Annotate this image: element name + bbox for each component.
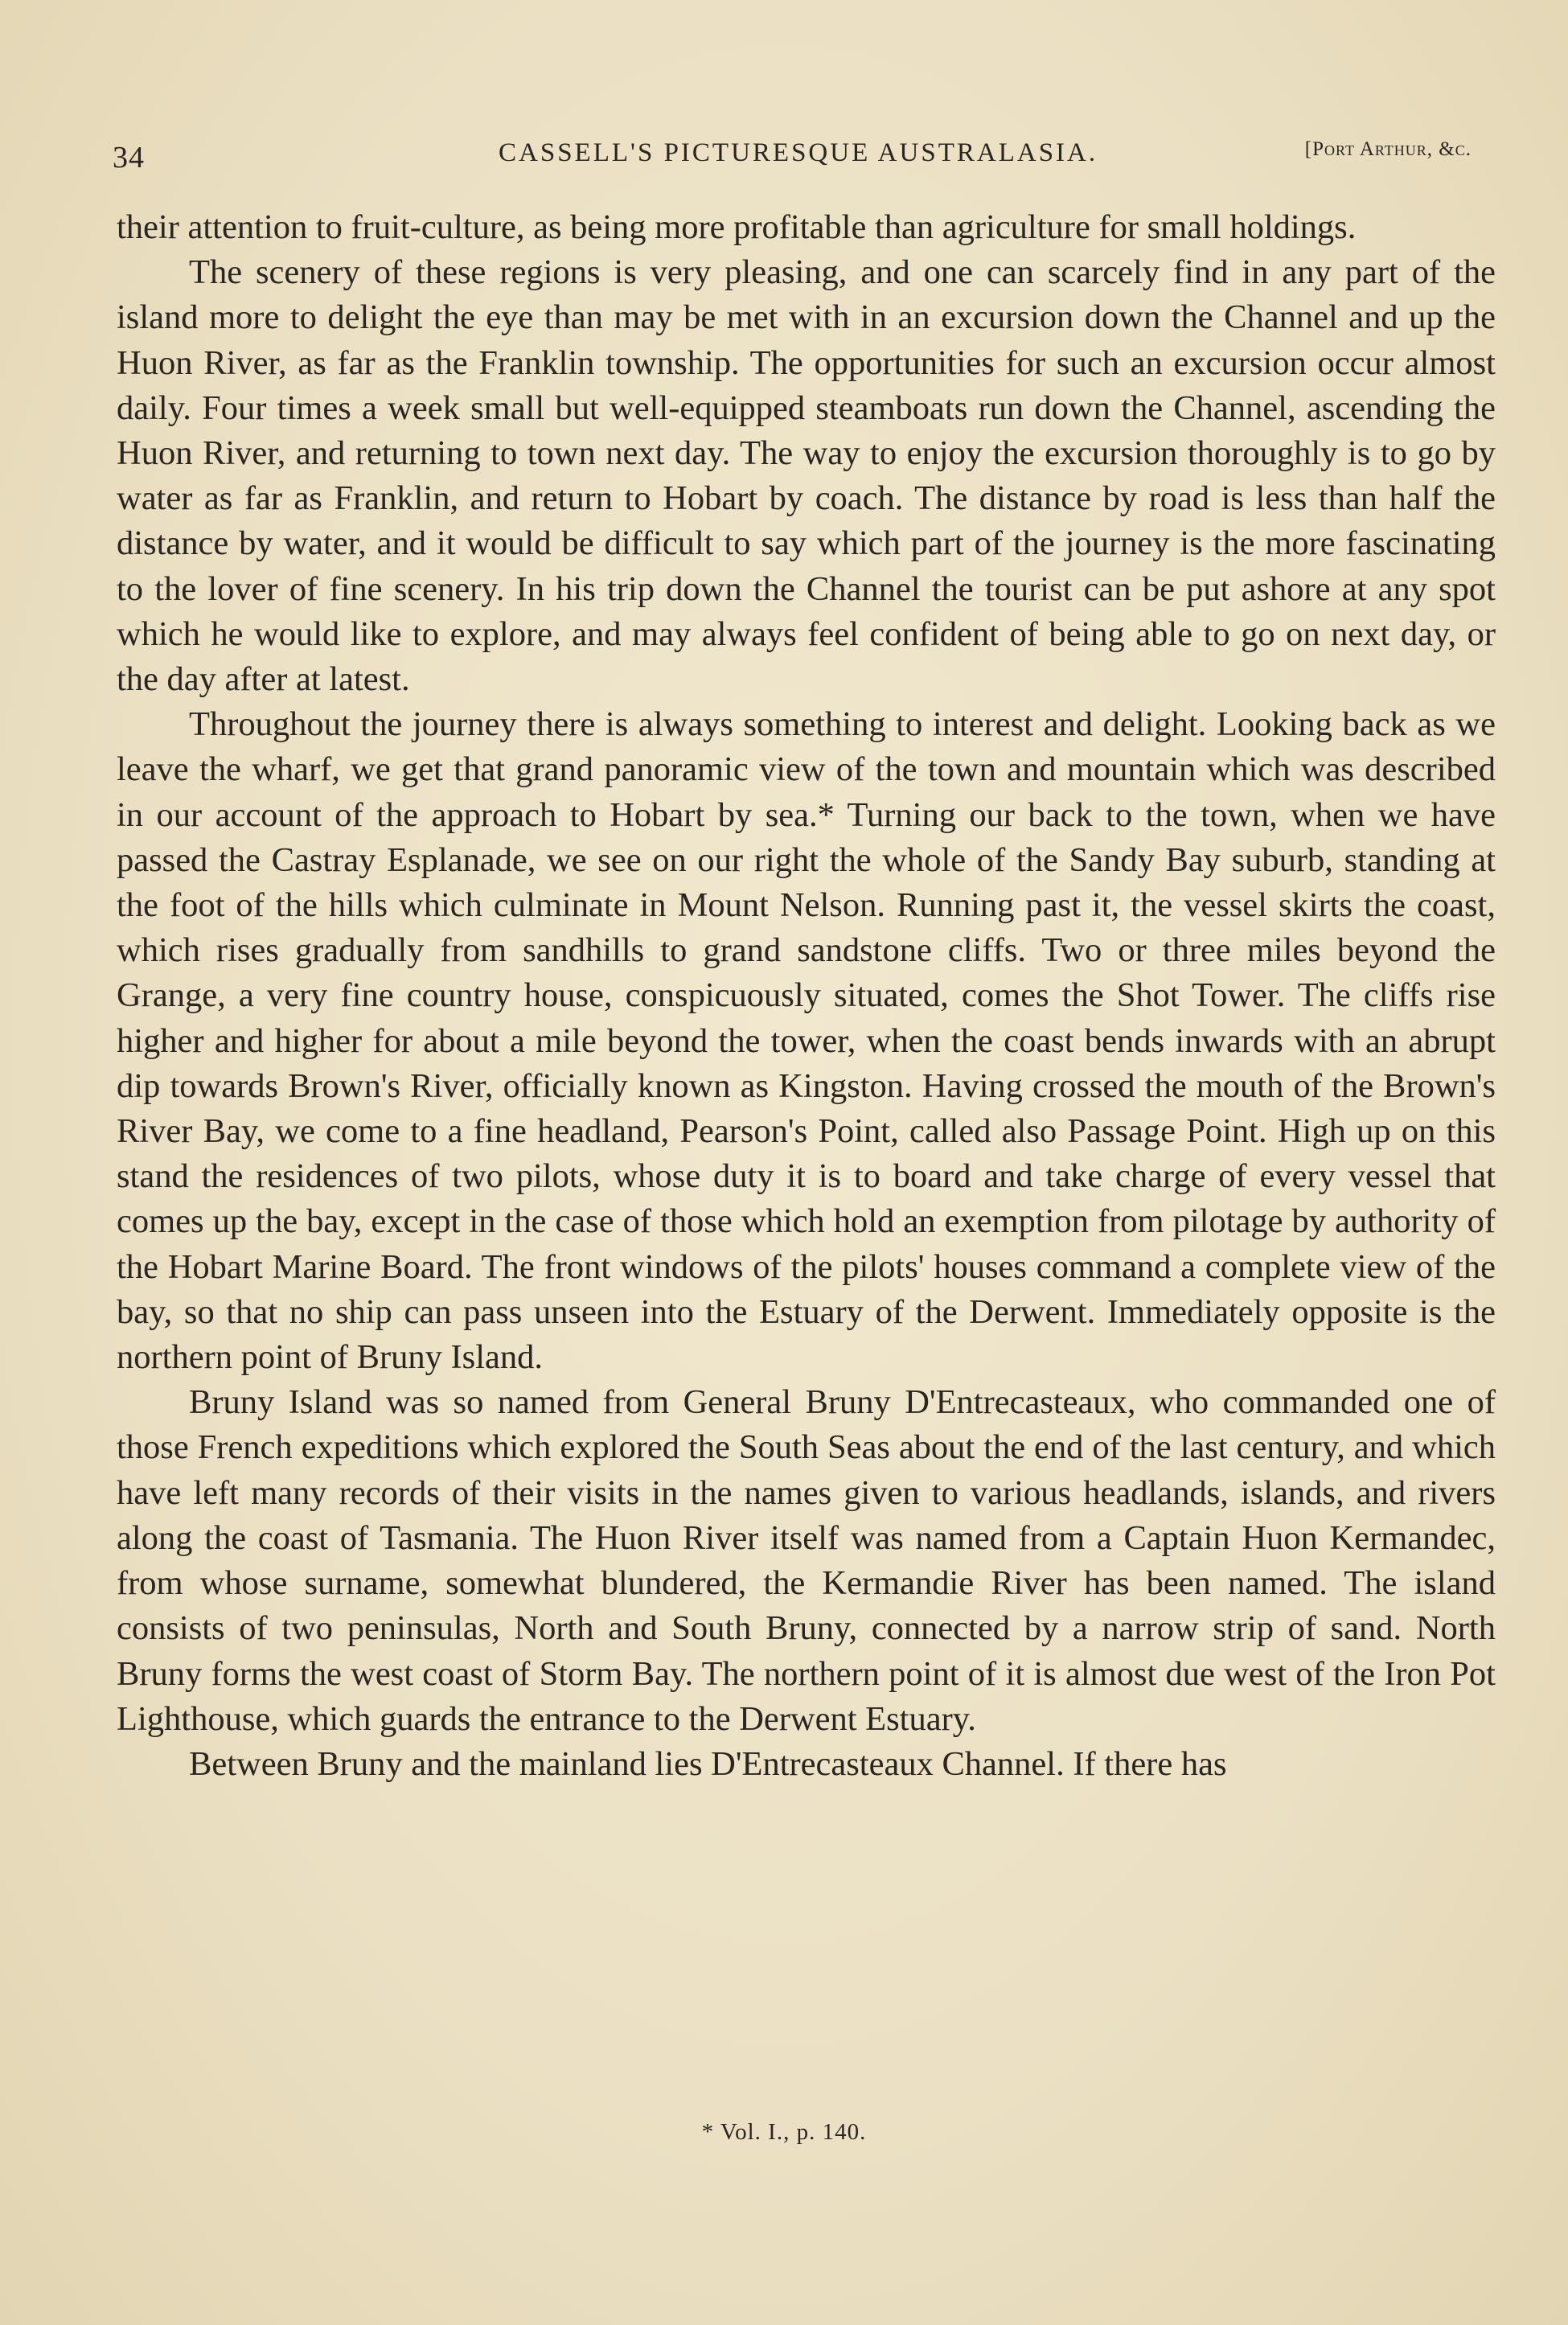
body-text (117, 205, 1496, 1787)
footnote: * Vol. I., p. 140. (701, 2119, 867, 2145)
paragraph-channel: Between Bruny and the mainland lies D'Entrecasteaux Channel. If there has (189, 1744, 1227, 1783)
page-number: 34 (113, 141, 145, 175)
paragraph-bruny-island: Bruny Island was so named from General Bruny D'Entrecasteaux, who commanded one of those French expeditions which explored the South Seas about the end of the last century, and which have left many records of their visits in the names given to various headlands, islands, and rivers along the coast of Tasmania. The Huon River itself was named from a Captain Huon Kermandec, from whose surname, somewhat blundered, the Kermandie River has been named. The island consists of two peninsulas, North and South Bruny, connected by a narrow strip of sand. North Bruny forms the west coast of Storm Bay. The northern point of it is almost due west of the Iron Pot Lighthouse, which guards the entrance to the Derwent Estuary. (117, 1383, 1496, 1738)
page-header (113, 129, 1496, 177)
paragraph-continuation: their attention to fruit-culture, as being more profitable than agriculture for small holdings. (117, 208, 1357, 246)
paragraph-journey: Throughout the journey there is always something to interest and delight. Looking back as we leave the wharf, we get that grand panoramic view of the town and mountain which was described in our account of the approach to Hobart by sea.* Turning our back to the town, when we have passed the Castray Esplanade, we see on our right the whole of the Sandy Bay suburb, standing at the foot of the hills which culminate in Mount Nelson. Running past it, the vessel skirts the coast, which rises gradually from sandhills to grand sandstone cliffs. Two or three miles beyond the Grange, a very fine country house, conspicuously situated, comes the Shot Tower. The cliffs rise higher and higher for about a mile beyond the tower, when the coast bends inwards with an abrupt dip towards Brown's River, officially known as Kingston. Having crossed the mouth of the Brown's River Bay, we come to a fine headland, Pearson's Point, called also Passage Point. High up on this stand the residences of two pilots, whose duty it is to board and take charge of every vessel that comes up the bay, except in the case of those which hold an exemption from pilotage by authority of the Hobart Marine Board. The front windows of the pilots' houses command a complete view of the bay, so that no ship can pass unseen into the Estuary of the Derwent. Immediately opposite is the northern point of Bruny Island. (117, 705, 1496, 1377)
running-title: CASSELL'S PICTURESQUE AUSTRALASIA. (499, 138, 1098, 167)
section-tag: [Port Arthur, &c. (1304, 138, 1472, 160)
paragraph-scenery: The scenery of these regions is very pleasing, and one can scarcely find in any part of the island more to delight the eye than may be met with in an excursion down the Channel and up the Huon River, as far as the Franklin township. The opportunities for such an excursion occur almost daily. Four times a week small but well-equipped steamboats run down the Channel, ascending the Huon River, and returning to town next day. The way to enjoy the excursion thoroughly is to go by water as far as Franklin, and return to Hobart by coach. The distance by road is less than half the distance by water, and it would be difficult to say which part of the journey is the more fascinating to the lover of fine scenery. In his trip down the Channel the tourist can be put ashore at any spot which he would like to explore, and may always feel confident of being able to go on next day, or the day after at latest. (117, 253, 1496, 699)
